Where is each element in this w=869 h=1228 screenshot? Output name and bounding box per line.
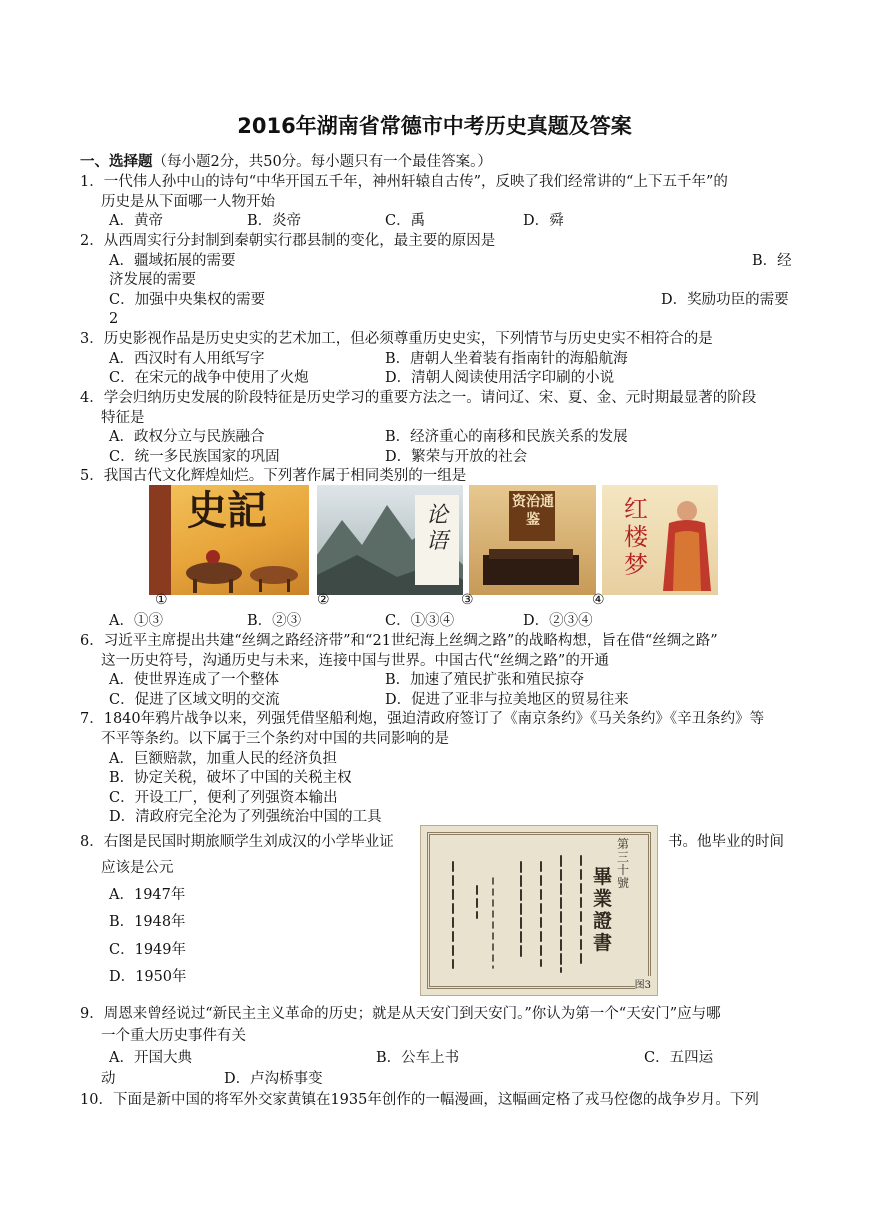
q7-option-b: B．协定关税，破坏了中国的关税主权 [109, 770, 352, 786]
book-image-shiji [149, 485, 309, 595]
q7-option-d: D．清政府完全沦为了列强统治中国的工具 [109, 809, 382, 825]
page-title: 2016年湖南省常德市中考历史真题及答案 [237, 114, 632, 138]
q8-stem-line2: 应该是公元 [101, 860, 174, 876]
q5-option-b: B．②③ [247, 613, 302, 629]
q6-option-a: A．使世界连成了一个整体 [109, 672, 279, 688]
q1-stem-line2: 历史是从下面哪一人物开始 [101, 194, 275, 210]
q6-option-c: C．促进了区域文明的交流 [109, 692, 280, 708]
q5-option-c: C．①③④ [385, 613, 455, 629]
book-image-lunyu [317, 485, 463, 595]
q5-option-a: A．①③ [109, 613, 163, 629]
q3-option-c: C．在宋元的战争中使用了火炮 [109, 370, 309, 386]
certificate-figure-label: 图3 [635, 976, 651, 991]
q9-option-a: A．开国大典 [109, 1050, 192, 1066]
q4-stem-line2: 特征是 [101, 410, 145, 426]
hlm-cover-title: 红楼梦 [624, 495, 648, 579]
q1-stem-line1: 1．一代伟人孙中山的诗句“中华开国五千年，神州轩辕自古传”，反映了我们经常讲的“上下五千年”的 [80, 174, 728, 190]
certificate-script-text [441, 848, 591, 978]
book-stack-top [489, 549, 573, 559]
q9-option-c-part2: 动 [101, 1071, 116, 1087]
q2-option-b-part2: 济发展的需要 [109, 272, 196, 288]
q6-stem-line2: 这一历史符号，沟通历史与未来，连接中国与世界。中国古代“丝绸之路”的开通 [101, 653, 609, 669]
q2-option-d: D．奖励功臣的需要 [661, 292, 789, 308]
q9-option-b: B．公车上书 [376, 1050, 460, 1066]
q5-stem: 5．我国古代文化辉煌灿烂。下列著作属于相同类别的一组是 [80, 468, 467, 484]
q9-stem-line2: 一个重大历史事件有关 [101, 1028, 246, 1044]
section-heading [80, 152, 492, 172]
zizhi-cover-title: 资治通鉴 [512, 494, 554, 528]
q8-option-b: B．1948年 [109, 914, 186, 930]
certificate-title: 畢業證書 [593, 866, 613, 954]
q8-stem-part1: 8．右图是民国时期旅顺学生刘成汉的小学毕业证 [80, 834, 394, 850]
q2-tail: 2 [109, 311, 119, 327]
q8-option-d: D．1950年 [109, 969, 187, 985]
q1-option-d: D．舜 [523, 213, 564, 229]
q4-option-b: B．经济重心的南移和民族关系的发展 [385, 429, 628, 445]
q4-stem-line1: 4．学会归纳历史发展的阶段特征是历史学习的重要方法之一。请问辽、宋、夏、金、元时期最显著的阶段 [80, 390, 757, 406]
section-head: 一、选择题 [80, 153, 153, 170]
q4-option-a: A．政权分立与民族融合 [109, 429, 265, 445]
shiji-spine [149, 485, 171, 595]
lunyu-cover-title: 论语 [425, 503, 448, 554]
q5-image-number-2: ② [317, 592, 330, 608]
q3-stem: 3．历史影视作品是历史史实的艺术加工，但必须尊重历史史实，下列情节与历史史实不相符合的是 [80, 331, 713, 347]
q5-image-number-3: ③ [461, 592, 474, 608]
q2-option-a: A．疆域拓展的需要 [109, 253, 236, 269]
book-image-zizhitongjian [469, 485, 596, 595]
q4-option-d: D．繁荣与开放的社会 [385, 449, 528, 465]
q9-stem-line1: 9．周恩来曾经说过“新民主主义革命的历史；就是从天安门到天安门。”你认为第一个“天安门”应与哪 [80, 1006, 721, 1022]
q2-option-c: C．加强中央集权的需要 [109, 292, 266, 308]
q4-option-c: C．统一多民族国家的巩固 [109, 449, 280, 465]
q2-option-b-part1: B．经 [752, 253, 792, 269]
book-stack-shape [483, 555, 579, 585]
q9-option-c-part1: C．五四运 [644, 1050, 714, 1066]
q9-option-d: D．卢沟桥事变 [224, 1071, 323, 1087]
q3-option-d: D．清朝人阅读使用活字印刷的小说 [385, 370, 615, 386]
q1-option-a: A．黄帝 [109, 213, 163, 229]
q7-stem-line2: 不平等条约。以下属于三个条约对中国的共同影响的是 [101, 731, 449, 747]
q10-stem-line1: 10．下面是新中国的将军外交家黄镇在1935年创作的一幅漫画，这幅画定格了戎马倥偬的战争岁月。下列 [80, 1092, 759, 1108]
horse-rider-illustration [169, 545, 309, 595]
q2-stem: 2．从西周实行分封制到秦朝实行郡县制的变化，最主要的原因是 [80, 233, 496, 249]
certificate-number: 第三十號 [617, 837, 630, 890]
q8-option-c: C．1949年 [109, 942, 186, 958]
q8-stem-part2: 书。他毕业的时间 [668, 834, 784, 850]
q1-option-c: C．禹 [385, 213, 426, 229]
q6-option-b: B．加速了殖民扩张和殖民掠夺 [385, 672, 585, 688]
q3-option-b: B．唐朝人坐着装有指南针的海船航海 [385, 351, 628, 367]
book-image-hongloumeng [602, 485, 718, 595]
q5-image-number-4: ④ [592, 592, 605, 608]
q6-option-d: D．促进了亚非与拉美地区的贸易往来 [385, 692, 629, 708]
section-note: （每小题2分，共50分。每小题只有一个最佳答案。） [152, 154, 492, 170]
figure-illustration [657, 493, 717, 593]
q5-option-d: D．②③④ [523, 613, 593, 629]
shiji-cover-title: 史記 [187, 487, 267, 534]
q7-option-c: C．开设工厂，便利了列强资本输出 [109, 790, 338, 806]
q8-option-a: A．1947年 [109, 887, 186, 903]
q6-stem-line1: 6．习近平主席提出共建“丝绸之路经济带”和“21世纪海上丝绸之路”的战略构想，旨在借“丝绸之路” [80, 633, 718, 649]
q7-option-a: A．巨额赔款，加重人民的经济负担 [109, 751, 337, 767]
q5-image-number-1: ① [155, 592, 168, 608]
graduation-certificate-image [420, 825, 658, 996]
q7-stem-line1: 7．1840年鸦片战争以来，列强凭借坚船利炮，强迫清政府签订了《南京条约》《马关条约》《辛丑条约》等 [80, 711, 765, 727]
q3-option-a: A．西汉时有人用纸写字 [109, 351, 265, 367]
q1-option-b: B．炎帝 [247, 213, 302, 229]
